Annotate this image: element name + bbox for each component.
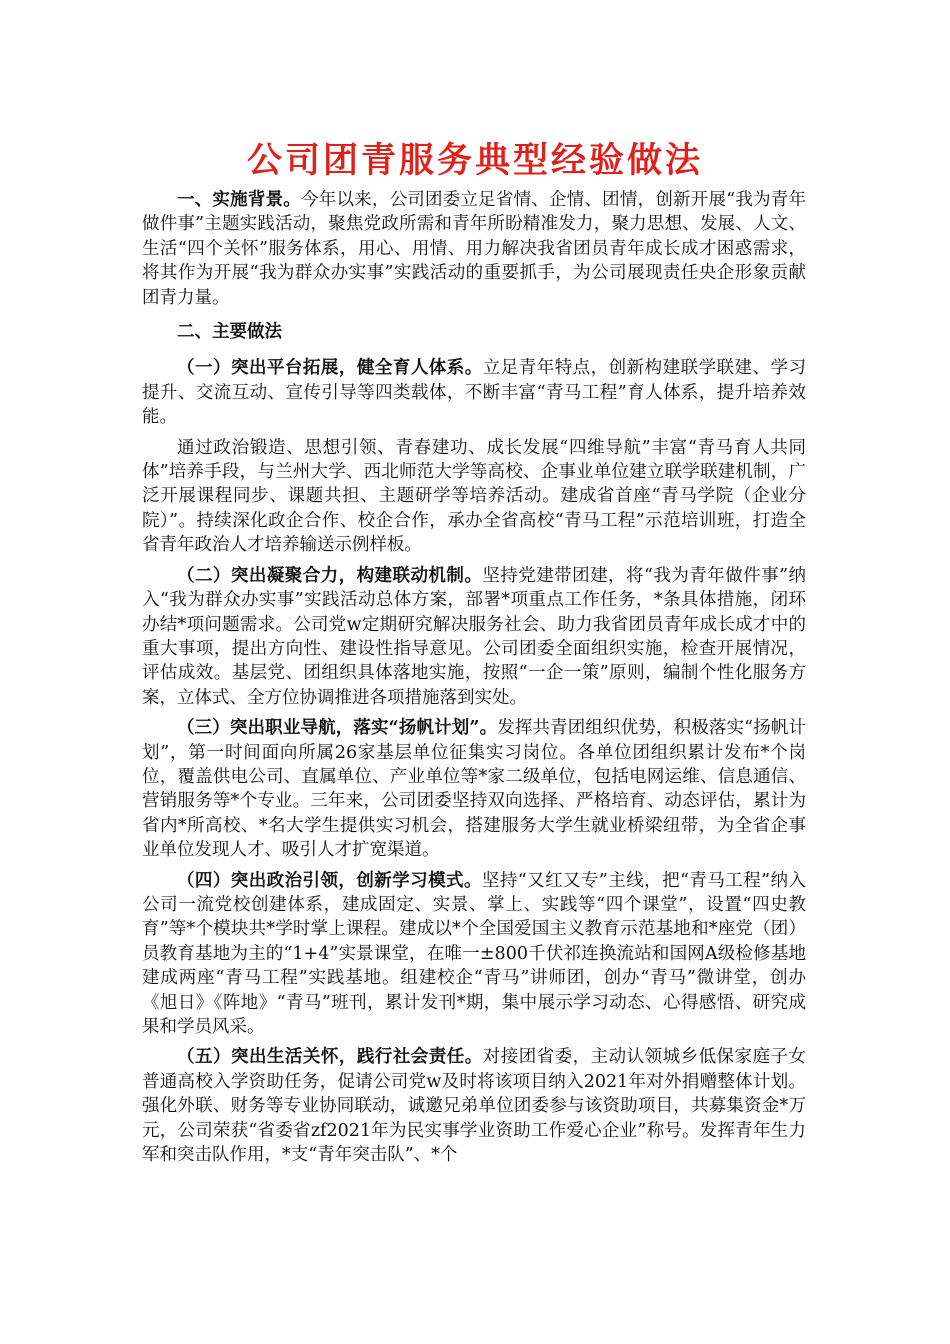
paragraph-4 (142, 869, 806, 1040)
paragraph-2 (142, 564, 806, 710)
paragraph-2-text: 坚持党建带团建，将“我为青年做件事”纳入“我为群众办实事”实践活动总体方案，部署*项重点工作任务，*条具体措施，闭环办结*项问题需求。公司党w定期研究解决服务社会、助力我省团员青年成长成才中的重大事项，提出方向性、建设性指导意见。公司团委全面组织实施，检查开展情况，评估成效。基层党、团组织具体落地实施，按照“一企一策”原则，编制个性化服务方案，立体式、全方位协调推进各项措施落到实处。 (142, 565, 806, 708)
section-main-heading: 二、主要做法 (177, 322, 282, 343)
paragraph-3 (142, 716, 806, 862)
paragraph-3-text: 发挥共青团组织优势，积极落实“扬帆计划”，第一时间面向所属26家基层单位征集实习岗位。各单位团组织累计发布*个岗位，覆盖供电公司、直属单位、产业单位等*家二级单位，包括电网运维、信息通信、营销服务等*个专业。三年来，公司团委坚持双向选择、严格培育、动态评估，累计为省内*所高校、*名大学生提供实习机会，搭建服务大学生就业桥梁纽带，为全省企事业单位发现人才、吸引人才扩宽渠道。 (142, 718, 806, 861)
paragraph-5-lead: （五）突出生活关怀，践行社会责任。 (177, 1047, 483, 1068)
paragraph-5-text: 对接团省委，主动认领城乡低保家庭子女普通高校入学资助任务，促请公司党w及时将该项目纳入2021年对外捐赠整体计划。强化外联、财务等专业协同联动，诚邀兄弟单位团委参与该资助项目，共募集资金*万元，公司荣获“省委省zf2021年为民实事学业资助工作爱心企业”称号。发挥青年生力军和突击队作用，*支“青年突击队”、*个 (142, 1047, 806, 1166)
section-background (142, 188, 806, 310)
section-background-text: 今年以来，公司团委立足省情、企情、团情，创新开展“我为青年做件事”主题实践活动，聚焦党政所需和青年所盼精准发力，聚力思想、发展、人文、生活“四个关怀”服务体系，用心、用情、用力解决我省团员青年成长成才困惑需求，将其作为开展“我为群众办实事”实践活动的重要抓手，为公司展现责任央企形象贡献团青力量。 (142, 190, 806, 308)
paragraph-1b (142, 436, 806, 558)
paragraph-1b-text: 通过政治锻造、思想引领、青春建功、成长发展“四维导航”丰富“青马育人共同体”培养手段，与兰州大学、西北师范大学等高校、企事业单位建立联学联建机制，广泛开展课程同步、课题共担、主题研学等培养活动。建成省首座“青马学院（企业分院）”。持续深化政企合作、校企合作，承办全省高校“青马工程”示范培训班，打造全省青年政治人才培养输送示例样板。 (142, 437, 806, 556)
document-title: 公司团青服务典型经验做法 (246, 140, 703, 181)
section-background-lead: 一、实施背景。 (177, 190, 302, 210)
paragraph-1 (142, 356, 806, 429)
paragraph-4-lead: （四）突出政治引领，创新学习模式。 (177, 870, 482, 891)
paragraph-3-lead: （三）突出职业导航，落实“扬帆计划”。 (177, 718, 498, 739)
document-body (142, 188, 806, 1173)
paragraph-5 (142, 1045, 806, 1167)
paragraph-2-lead: （二）突出凝聚合力，构建联动机制。 (177, 565, 483, 586)
paragraph-4-text: 坚持“又红又专”主线，把“青马工程”纳入公司一流党校创建体系，建成固定、实景、掌上、实践等“四个课堂”，设置“四史教育”等*个模块共*学时掌上课程。建成以*个全国爱国主义教育示范基地和*座党（团）员教育基地为主的“1+4”实景课堂，在唯一±800千伏祁连换流站和国网A级检修基地建成两座“青马工程”实践基地。组建校企“青马”讲师团，创办“青马”微讲堂，创办《旭日》《阵地》“青马”班刊，累计发刊*期，集中展示学习动态、心得感悟、研究成果和学员风采。 (142, 870, 806, 1037)
paragraph-1-text: 立足青年特点，创新构建联学联建、学习提升、交流互动、宣传引导等四类载体，不断丰富“青马工程”育人体系，提升培养效能。 (142, 358, 806, 428)
paragraph-1-lead: （一）突出平台拓展，健全育人体系。 (177, 358, 483, 379)
